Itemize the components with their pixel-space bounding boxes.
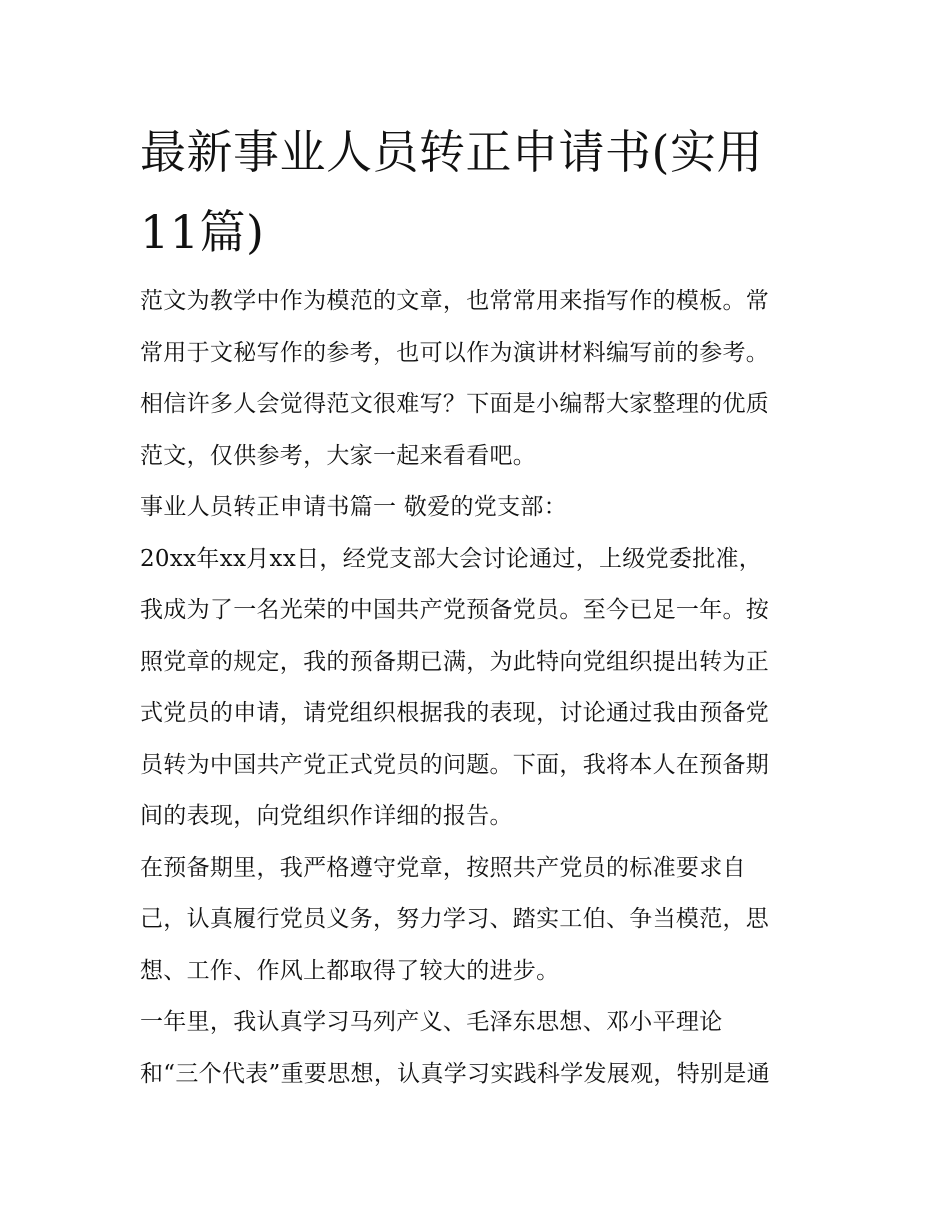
paragraph-application [140,534,820,843]
text-line: 员转为中国共产党正式党员的问题。下面，我将本人在预备期 [140,751,770,778]
text-line: 范文，仅供参考，大家一起来看看吧。 [140,442,537,469]
paragraph-intro [140,276,820,482]
paragraph-probation [140,843,820,998]
text-line: 和“三个代表”重要思想，认真学习实践科学发展观，特别是通 [140,1060,770,1087]
text-line: 照党章的规定，我的预备期已满，为此特向党组织提出转为正 [140,648,770,675]
text-line: 己，认真履行党员义务，努力学习、踏实工伯、争当模范，思 [140,906,770,932]
text-line: 想、工作、作风上都取得了较大的进步。 [140,957,560,984]
text-line: 相信许多人会觉得范文很难写？下面是小编帮大家整理的优质 [140,391,770,417]
title-line: 11篇) [140,205,265,259]
paragraph-study [140,997,820,1100]
text-line: 20xx年xx月xx日，经党支部大会讨论通过，上级党委批准， [140,545,763,572]
document-title [140,112,820,272]
text-line: 我成为了一名光荣的中国共产党预备党员。至今已足一年。按 [140,597,770,623]
text-line: 一年里，我认真学习马列产义、毛泽东思想、邓小平理论 [140,1009,723,1035]
text-line: 范文为教学中作为模范的文章，也常常用来指写作的模板。常 [140,288,770,314]
paragraph-heading [140,482,820,534]
text-line: 在预备期里，我严格遵守党章，按照共产党员的标准要求自 [140,854,746,881]
title-line: 最新事业人员转正申请书(实用 [140,125,763,179]
document-body [140,276,820,1100]
text-line: 间的表现，向党组织作详细的报告。 [140,803,513,829]
text-line: 事业人员转正申请书篇一 敬爱的党支部： [140,494,568,520]
text-line: 式党员的申请，请党组织根据我的表现，讨论通过我由预备党 [140,700,770,726]
text-line: 常用于文秘写作的参考，也可以作为演讲材料编写前的参考。 [140,339,770,366]
